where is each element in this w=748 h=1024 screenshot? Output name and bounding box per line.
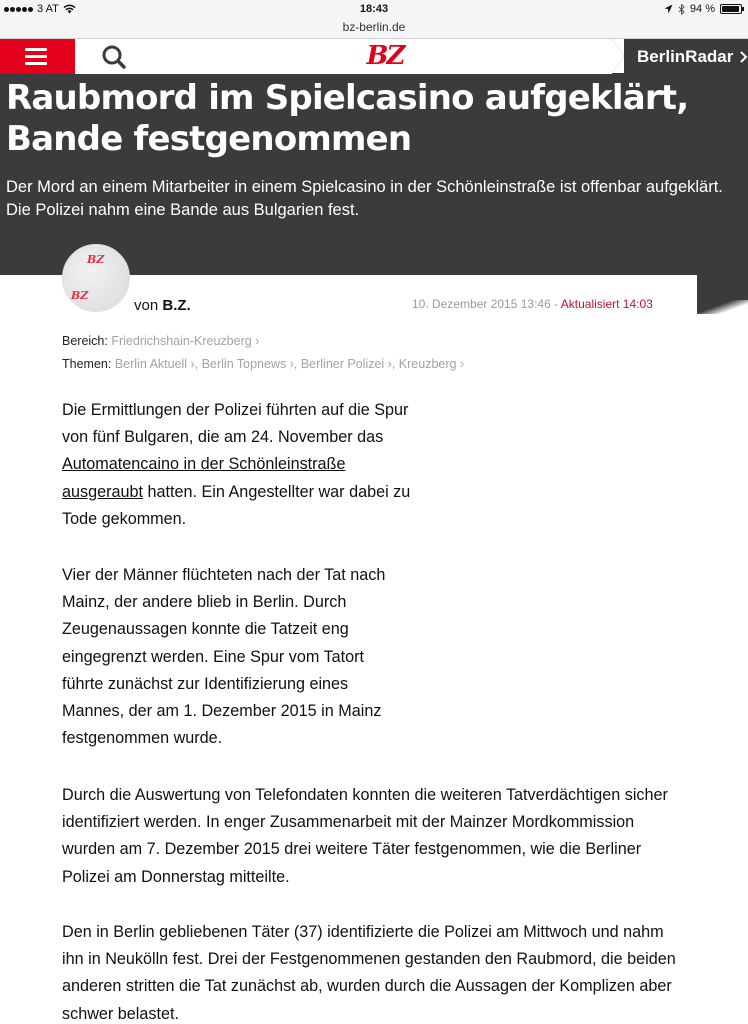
berlinradar-button[interactable] bbox=[612, 39, 748, 74]
article-teaser: Der Mord an einem Mitarbeiter in einem Spielcasino in der Schönleinstraße ist offenbar aufgeklärt. Die Polizei nahm eine Bande aus Bulgarien fest. bbox=[6, 178, 723, 219]
date-separator: - bbox=[550, 297, 561, 311]
paragraph-4: Den in Berlin gebliebenen Täter (37) identifizierte die Polizei am Mittwoch und nahm ihn in Neukölln fest. Drei der Festgenommenen gestanden den Raubmord, die beiden anderen stritten die Tat zunächst ab, wurden durch die Aussagen der Komplizen aber schwer belastet. bbox=[62, 923, 676, 1023]
status-bar bbox=[0, 0, 748, 20]
menu-button[interactable] bbox=[0, 39, 75, 74]
site-nav bbox=[0, 39, 748, 74]
author-name[interactable]: B.Z. bbox=[162, 297, 191, 314]
paragraph-text: hatten. Ein Angestellter war dabei zu Tode gekommen. bbox=[62, 482, 411, 528]
themen-link[interactable]: Berliner Polizei ›, bbox=[300, 357, 396, 371]
battery-icon bbox=[720, 4, 742, 14]
casino-article-link[interactable]: Automatencaino in der Schönleinstraße ausgeraubt bbox=[62, 455, 346, 501]
carrier-name: 3 AT bbox=[37, 3, 59, 15]
publish-date bbox=[412, 297, 653, 311]
themen-row bbox=[62, 357, 464, 371]
bereich-row bbox=[62, 334, 259, 348]
themen-link[interactable]: Berlin Topnews ›, bbox=[201, 357, 298, 371]
paragraph-2: Vier der Männer flüchteten nach der Tat nach Mainz, der andere blieb in Berlin. Durch Zeugenaussagen konnte die Tatzeit eng eingegrenzt werden. Eine Spur vom Tatort führte zunächst zur Identifizierung eines Mannes, der am 1. Dezember 2015 in Mainz festgenommen wurde. bbox=[62, 566, 386, 748]
bluetooth-icon bbox=[678, 4, 685, 15]
themen-link[interactable]: Kreuzberg › bbox=[398, 357, 465, 371]
page-title: Raubmord im Spielcasino aufgeklärt, Bande festgenommen bbox=[6, 78, 689, 159]
paragraph-1 bbox=[62, 397, 420, 533]
search-button[interactable] bbox=[96, 43, 132, 71]
status-right bbox=[664, 3, 742, 15]
bz-logo[interactable]: BZ bbox=[366, 41, 404, 71]
clock: 18:43 bbox=[359, 3, 389, 15]
side-gutter bbox=[697, 300, 748, 1024]
date-text: 10. Dezember 2015 13:46 bbox=[412, 297, 551, 311]
author-avatar bbox=[62, 244, 130, 312]
hamburger-icon bbox=[25, 48, 47, 65]
berlinradar-label: BerlinRadar bbox=[637, 47, 734, 66]
paragraph-text: Die Ermittlungen der Polizei führten auf die Spur von fünf Bulgaren, die am 24. November das bbox=[62, 401, 409, 447]
updated-time: Aktualisiert 14:03 bbox=[560, 297, 653, 311]
battery-percent: 94 % bbox=[689, 3, 715, 15]
url-text: bz-berlin.de bbox=[342, 20, 406, 34]
avatar-logo-bottom: BZ bbox=[71, 289, 89, 302]
themen-link[interactable]: Berlin Aktuell ›, bbox=[114, 357, 199, 371]
location-arrow-icon bbox=[664, 4, 673, 14]
themen-label: Themen: bbox=[62, 357, 112, 371]
author-prefix: von bbox=[134, 297, 159, 314]
author-line bbox=[134, 297, 191, 314]
bereich-label: Bereich: bbox=[62, 334, 108, 348]
paragraph-3: Durch die Auswertung von Telefondaten konnten die weiteren Tatverdächtigen sicher identifiziert werden. In enger Zusammenarbeit mit der Mainzer Mordkommission wurden am 7. Dezember 2015 drei weitere Täter festgenommen, wie die Berliner Polizei am Donnerstag mitteilte. bbox=[62, 786, 668, 886]
search-icon bbox=[96, 43, 132, 71]
avatar-logo-top: BZ bbox=[87, 253, 105, 266]
chevron-right-icon bbox=[740, 51, 748, 63]
address-bar[interactable] bbox=[0, 20, 748, 39]
bereich-link[interactable]: Friedrichshain-Kreuzberg › bbox=[111, 334, 260, 348]
